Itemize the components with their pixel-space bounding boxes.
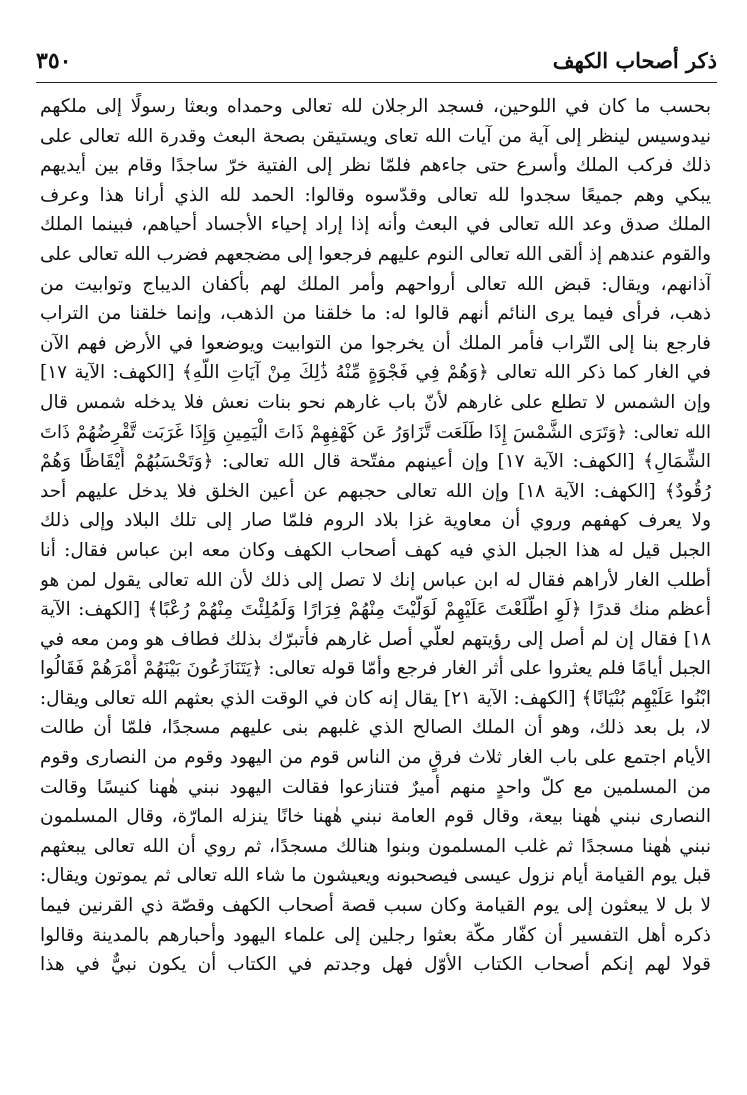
text-line: ابْنُوا عَلَيْهِم بُنْيَانًا﴾ [الكهف: الآية ٢١] يقال إنه كان في الوقت الذي بعثهم الله تعالى ويقال: <box>40 687 711 709</box>
page-number: ٣٥٠ <box>36 48 72 74</box>
text-line: ذهب، فرأى فيما يرى النائم أنهم قالوا له: ما خلقنا من الذهب، وإنما خلقنا من التراب <box>40 303 711 325</box>
text-line: فارجع بنا إلى التّراب فأمر الملك أن يخرجوا من التوابيت ويوضعوا في الأرض فهم الآن <box>40 332 711 354</box>
header-divider <box>36 82 717 83</box>
text-line: بحسب ما كان في اللوحين، فسجد الرجلان لله تعالى وحمداه وبعثا رسولًا إلى ملكهم <box>40 96 711 117</box>
text-line: الشِّمَالِ﴾ [الكهف: الآية ١٧] وإن أعينهم مفتّحة قال الله تعالى: ﴿وَتَحْسَبُهُمْ أَيْقَاظًا وَهُمْ <box>40 451 711 473</box>
body-text <box>40 92 711 980</box>
text-line: وإن الشمس لا تطلع على غارهم لأنّ باب غارهم نحو بنات نعش فلا يدخله شمس قال <box>40 391 711 413</box>
text-line: والقوم عندهم إذ ألقى الله تعالى النوم عليهم فرجعوا إلى مضجعهم فضرب الله تعالى على <box>40 243 711 265</box>
text-line: لا، بل بعد ذلك، وهو أن الملك الصالح الذي غلبهم بنى عليهم مسجدًا، فلمّا أن طالت <box>40 717 711 739</box>
text-line: الجبل قيل له هذا الجبل الذي فيه كهف أصحاب الكهف وكان معه ابن عباس فقال: أنا <box>40 539 711 561</box>
text-line: الملك صدق وعد الله تعالى في البعث وأنه إذا إراد إحياء الأجساد أحياهم، فبينما الملك <box>40 214 711 236</box>
text-line: أعظم منك قدرًا ﴿لَوِ اطَّلَعْتَ عَلَيْهِمْ لَوَلَّيْتَ مِنْهُمْ فِرَارًا وَلَمُلِئْتَ مِنْهُمْ رُعْبًا﴾ [الكهف: الآية <box>40 599 711 621</box>
text-line: ذلك فركب الملك وأسرع حتى جاءهم فلمّا نظر إلى الفتية خرّ ساجدًا وقام بين أيديهم <box>40 155 711 177</box>
text-line: يبكي وهم جميعًا سجدوا لله تعالى وقدّسوه وقالوا: الحمد لله الذي أرانا هذا وعرف <box>40 184 711 206</box>
text-line: من المسلمين مع كلّ واحدٍ منهم أميرٌ فتنازعوا فقالت اليهود نبني هٰهنا كنيسًا وقالت <box>40 776 711 798</box>
text-line: قبل يوم القيامة أيام نزول عيسى فيصحبونه ويعيشون ما شاء الله تعالى ثم يموتون ويقال: <box>40 865 711 887</box>
text-line: النصارى نبني هٰهنا بيعة، وقال قوم العامة نبني هٰهنا خانًا ينزله المارّة، وقال المسلمون <box>40 806 711 828</box>
text-line: قولا لهم إنكم أصحاب الكتاب الأوّل فهل وجدتم في الكتاب أن يكون نبيٌّ في هذا <box>40 954 711 976</box>
text-line: الأيام اجتمع على باب الغار ثلاث فرقٍ من الناس قوم من اليهود وقوم من النصارى وقوم <box>40 747 711 769</box>
chapter-title: ذكر أصحاب الكهف <box>552 48 717 73</box>
text-line: في الغار كما ذكر الله تعالى ﴿وَهُمْ فِي فَجْوَةٍ مِّنْهُ ذَٰلِكَ مِنْ آيَاتِ اللَّهِ﴾ [الكهف: الآية ١٧] <box>40 362 711 384</box>
text-line: الله تعالى: ﴿وَتَرَى الشَّمْسَ إِذَا طَلَعَت تَّزَاوَرُ عَن كَهْفِهِمْ ذَاتَ الْيَمِينِ وَإِذَا غَرَبَت تَّقْرِضُهُمْ ذَاتَ <box>40 421 711 443</box>
text-line: ولا يعرف كهفهم وروي أن معاوية غزا بلاد الروم فلمّا صار إلى تلك البلاد وإلى ذلك <box>40 510 711 532</box>
text-line: الجبل أيامًا فلم يعثروا على أثر الغار فرجع وأمّا قوله تعالى: ﴿يَتَنَازَعُونَ بَيْنَهُمْ أَمْرَهُمْ فَقَالُوا <box>40 658 711 680</box>
text-line: نبني هٰهنا مسجدًا ثم غلب المسلمون وبنوا هنالك مسجدًا، ثم روي أن الله تعالى يبعثهم <box>40 835 711 857</box>
text-line: أطلب الغار لأراهم فقال له ابن عباس إنك لا تصل إلى ذلك لأن الله تعالى يقول لمن هو <box>40 569 711 591</box>
running-header <box>36 42 717 82</box>
text-line: رُقُودٌ﴾ [الكهف: الآية ١٨] وإن الله تعالى حجبهم عن أعين الخلق فلا يدخل عليهم أحد <box>40 480 711 502</box>
text-line: ١٨] فقال إن لم أصل إلى رؤيتهم لعلّي أصل غارهم فأتبرّك بذلك فطاف هو ومن معه في <box>40 628 711 650</box>
text-line: ذكره أهل التفسير أن كفّار مكّة بعثوا رجلين إلى علماء اليهود وأحبارهم بالمدينة وقالوا <box>40 924 711 946</box>
text-line: آذانهم، ويقال: قبض الله تعالى أرواحهم وأمر الملك لهم بأكفان الديباج وتوابيت من <box>40 273 711 295</box>
text-line: لا بل لا يبعثون إلى يوم القيامة وكان سبب قصة أصحاب الكهف وقصّة ذي القرنين فيما <box>40 895 711 917</box>
text-line: نيدوسيس لينظر إلى آية من آيات الله تعاى ويستيقن بصحة البعث وقدرة الله تعالى على <box>40 125 711 147</box>
